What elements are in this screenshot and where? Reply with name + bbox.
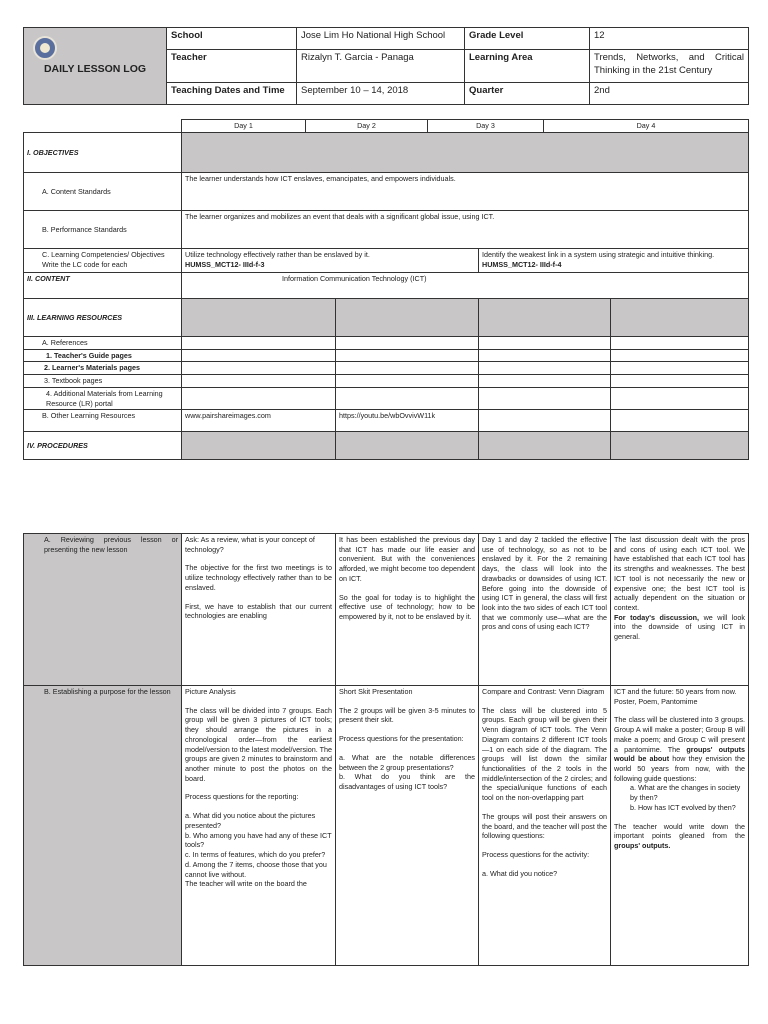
proc-b-day4-body2: how they envision the world 50 years from now, with the following guide questions:	[614, 754, 745, 783]
day-2-header: Day 2	[306, 120, 428, 133]
other-resources-label: B. Other Learning Resources	[24, 410, 182, 432]
school-value: Jose Lim Ho National High School	[297, 28, 465, 50]
content-standards-value: The learner understands how ICT enslaves, emancipates, and empowers individuals.	[182, 173, 749, 211]
competency-2-text: Identify the weakest link in a system using strategic and intuitive thinking.	[482, 250, 715, 259]
proc-b-day4-end-bold: groups' outputs.	[614, 841, 671, 851]
proc-b-day1-q3: c. In terms of features, which do you prefer?	[185, 850, 326, 860]
resources-day4	[611, 299, 749, 337]
day-3-header: Day 3	[428, 120, 544, 133]
procedures-label: IV. PROCEDURES	[24, 432, 182, 460]
performance-standards-value: The learner organizes and mobilizes an event that deals with a significant global issue, using ICT.	[182, 211, 749, 249]
proc-b-day2-body: The 2 groups will be given 3-5 minutes to present their skit.	[339, 705, 475, 725]
procedures-day1	[182, 432, 336, 460]
competency-1-code: HUMSS_MCT12- IIId-f-3	[185, 259, 265, 269]
tg-pages-label: 1. Teacher's Guide pages	[24, 349, 182, 362]
lesson-table-upper	[23, 132, 749, 460]
competency-2	[479, 249, 749, 273]
proc-b-day4-q2: b. How has ICT evolved by then?	[630, 802, 736, 812]
grade-label: Grade Level	[465, 28, 590, 50]
textbook-pages-label: 3. Textbook pages	[24, 375, 182, 388]
resources-day2	[336, 299, 479, 337]
proc-a-day2	[336, 534, 479, 686]
competency-1	[182, 249, 479, 273]
day-header-row	[181, 119, 749, 133]
school-label: School	[167, 28, 297, 50]
resources-day1	[182, 299, 336, 337]
proc-a-day2-p2: So the goal for today is to highlight the effective use of technology; how to be empowered by it, not to be enslaved by it.	[339, 592, 475, 622]
quarter-label: Quarter	[465, 83, 590, 105]
competency-2-code: HUMSS_MCT12- IIId-f-4	[482, 259, 562, 269]
lesson-table-procedures	[23, 533, 749, 966]
proc-b-day4-title: ICT and the future: 50 years from now. Poster, Poem, Pantomime	[614, 687, 737, 706]
area-value: Trends, Networks, and Critical Thinking in the 21st Century	[590, 50, 749, 83]
proc-b-day1-pq: Process questions for the reporting:	[185, 792, 299, 802]
proc-b-day1-title: Picture Analysis	[185, 687, 236, 696]
proc-b-day1-q1: a. What did you notice about the pictures presented?	[185, 811, 316, 830]
other-resources-day2: https://youtu.be/wbOvvivW11k	[336, 410, 479, 432]
day-4-header: Day 4	[544, 120, 749, 133]
proc-b-day3-title: Compare and Contrast: Venn Diagram	[482, 687, 605, 696]
proc-a-day4-bold: For today's discussion,	[614, 612, 700, 622]
proc-a-day1-p1: Ask: As a review, what is your concept of technology?	[185, 535, 315, 554]
proc-b-day3	[479, 686, 611, 966]
dll-title: DAILY LESSON LOG	[43, 63, 147, 76]
proc-b-day3-q: a. What did you notice?	[482, 868, 558, 878]
procedures-day3	[479, 432, 611, 460]
content-value-text: Information Communication Technology (ICT)	[282, 274, 427, 283]
content-standards-label: A. Content Standards	[24, 173, 182, 211]
references-label: A. References	[24, 337, 182, 350]
proc-b-day4-bold: groups' outputs would be about	[614, 744, 745, 764]
grade-value: 12	[590, 28, 749, 50]
proc-a-day2-p1: It has been established the previous day that ICT has made our life easier and convenient. But with the conveniences afforded, we might become too dependent on ICT.	[339, 535, 475, 583]
objectives-cell	[182, 133, 749, 173]
proc-b-day2-title: Short Skit Presentation	[339, 687, 413, 696]
proc-a-day1-p3: First, we have to establish that our current technologies are enabling	[185, 601, 332, 621]
dates-value: September 10 – 14, 2018	[297, 83, 465, 105]
proc-a-day3: Day 1 and day 2 tackled the effective use of technology, so as not to be enslaved by it. For the 2 remaining days, the class will look into the drawbacks or downsides of using ICT. Before going into the downside of using ICT in general, the class will first look into the two sides of each ICT tool that we commonly use—what are the pros and cons of using each ICT?	[479, 534, 611, 686]
proc-b-day1	[182, 686, 336, 966]
proc-a-label: A. Reviewing previous lesson or presenting the new lesson	[24, 534, 182, 686]
proc-b-day3-body: The class will be clustered into 5 groups. Each group will be given their Venn diagram of ICT tools. The Venn Diagram contains 2 different ICT tools—1 on each side of the diagram. The groups will list down the similar functionalities of the 2 tools in the middle/intersection of the 2 circles; and the special/unique functions of each tool on the non-overlapping part	[482, 705, 607, 803]
teacher-label: Teacher	[167, 50, 297, 83]
competency-1-text: Utilize technology effectively rather than be enslaved by it.	[185, 250, 370, 259]
proc-b-day1-body: The class will be divided into 7 groups. Each group will be given 3 pictures of ICT tools; they should arrange the pictures in a chronological order—from the earliest model/version to the latest model/version. The groups are given 2 minutes to brainstorm and another minute to post the photos on the board.	[185, 705, 332, 783]
proc-b-day2-q2: b. What do you think are the disadvantages of using ICT tools?	[339, 772, 475, 792]
day-1-header: Day 1	[182, 120, 306, 133]
proc-b-day1-q2: b. Who among you have had any of these ICT tools?	[185, 830, 332, 850]
content-value	[182, 273, 749, 299]
proc-b-day2-pq: Process questions for the presentation:	[339, 734, 464, 744]
proc-b-day1-q4: d. Among the 7 items, choose those that you cannot live without.	[185, 859, 327, 879]
procedures-day4	[611, 432, 749, 460]
header-table	[23, 27, 749, 105]
teacher-value: Rizalyn T. Garcia - Panaga	[297, 50, 465, 83]
proc-b-day2-q1: a. What are the notable differences between the 2 group presentations?	[339, 752, 475, 772]
quarter-value: 2nd	[590, 83, 749, 105]
proc-b-day4-end: The teacher would write down the important points gleaned from the	[614, 821, 745, 841]
proc-a-day1-p2: The objective for the first two meetings is to utilize technology effectively rather than to be enslaved.	[185, 563, 332, 592]
lr-portal-label: 4. Additional Materials from Learning Resource (LR) portal	[24, 387, 182, 409]
proc-b-day4	[611, 686, 749, 966]
dates-label: Teaching Dates and Time	[167, 83, 297, 105]
proc-a-day4-rest: we will look into the downside of using ICT in general.	[614, 612, 745, 642]
proc-b-day4-body: The class will be clustered into 3 groups. Group A will make a poster; Group B will make a poem; and Group C will present a pantomime. The	[614, 715, 745, 754]
resources-day3	[479, 299, 611, 337]
proc-b-day3-post: The groups will post their answers on the board, and the teacher will post the following questions:	[482, 811, 607, 841]
proc-b-day2	[336, 686, 479, 966]
proc-b-label: B. Establishing a purpose for the lesson	[24, 686, 182, 966]
proc-a-day1	[182, 534, 336, 686]
proc-a-day4	[611, 534, 749, 686]
competencies-label: C. Learning Competencies/ Objectives Write the LC code for each	[24, 249, 182, 273]
lm-pages-label: 2. Learner's Materials pages	[24, 362, 182, 375]
resources-label: III. LEARNING RESOURCES	[24, 299, 182, 337]
deped-seal-icon	[33, 36, 57, 60]
performance-standards-label: B. Performance Standards	[24, 211, 182, 249]
logo-cell	[24, 28, 167, 105]
content-label: II. CONTENT	[24, 273, 182, 299]
proc-b-day4-q1: a. What are the changes in society by then?	[630, 783, 741, 803]
procedures-day2	[336, 432, 479, 460]
area-label: Learning Area	[465, 50, 590, 83]
proc-b-day1-end: The teacher will write on the board the	[185, 879, 307, 889]
proc-b-day3-pq: Process questions for the activity:	[482, 850, 590, 860]
objectives-label: I. OBJECTIVES	[24, 133, 182, 173]
other-resources-day1: www.pairshareimages.com	[182, 410, 336, 432]
proc-a-day4-p1: The last discussion dealt with the pros and cons of using each ICT tool. We have established that each ICT tool has its strengths and weaknesses. The best ICT tool is not necessarily the new or expensive one; the best ICT tool is actually dependent on the situation or context.	[614, 535, 745, 613]
